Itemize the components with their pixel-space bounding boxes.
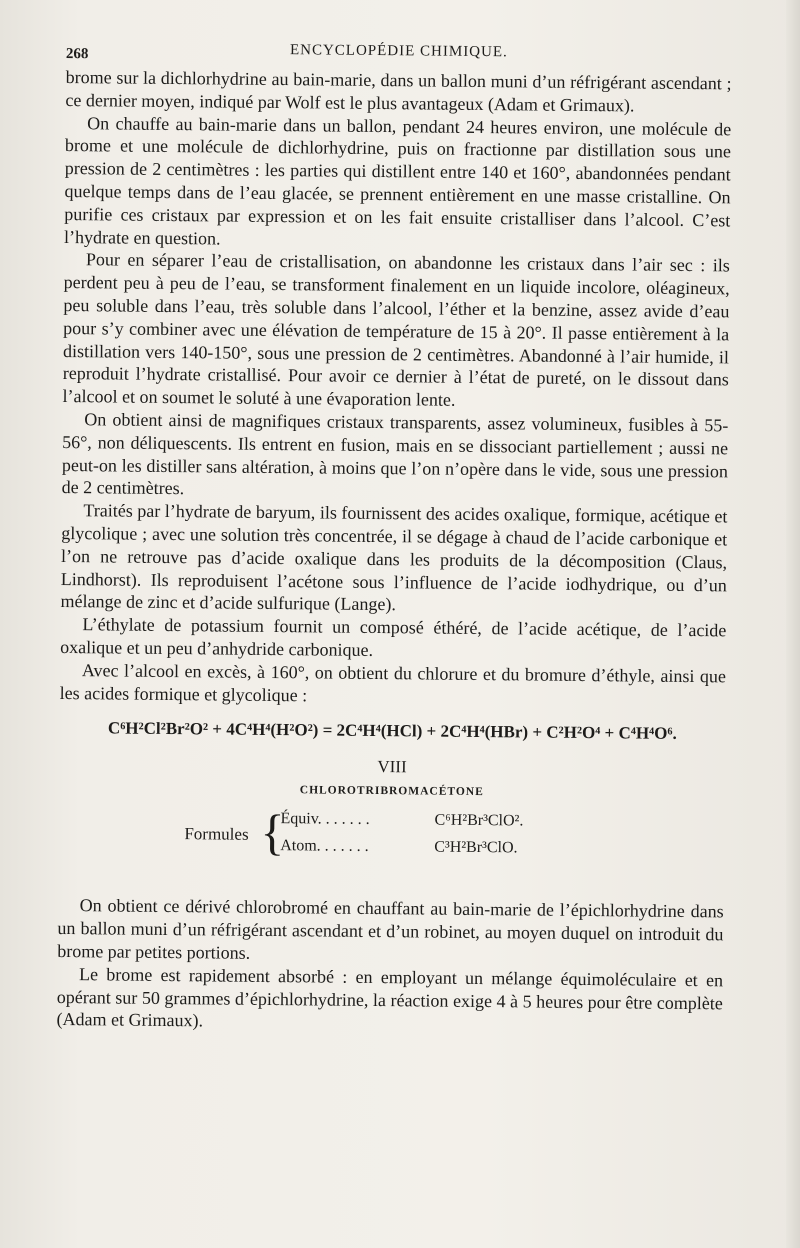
- reaction-equation: C⁶H²Cl²Br²O² + 4C⁴H⁴(H²O²) = 2C⁴H⁴(HCl) + 2C⁴H⁴(HBr) + C²H²O⁴ + C⁴H⁴O⁶.: [107, 718, 677, 744]
- formula-atom-row: [280, 837, 517, 857]
- paragraph-reaction-time: Le brome est rapidement absorbé : en employant un mélange équimoléculaire et en opérant sur 50 grammes d’épichlorhydrine, la réaction exige 4 à 5 heures pour être complète (Adam et Grimaux).: [56, 963, 724, 1031]
- section-number: VIII: [377, 757, 407, 777]
- paragraph-crystals: On obtient ainsi de magnifiques cristaux transparents, assez volumineux, fusibles à 55-56°, non déliquescents. Ils entrent en fusion, mais en se dissociant partiellement ; aussi ne peut-on les distiller sans altération, à moins que l’on n’opère dans le vide, sous une pression de 2 centimètres.: [61, 409, 729, 499]
- formula-atom-name: Atom. . . . . . .: [280, 837, 369, 856]
- running-head: ENCYCLOPÉDIE CHIMIQUE.: [289, 42, 508, 61]
- paragraph-dehydration: Pour en séparer l’eau de cristallisation, on abandonne les cristaux dans l’air sec : ils perdent peu à peu de l’eau, se transforment finalement en un liquide incolore, oléagineux, peu soluble dans l’eau, très soluble dans l’alcool, l’éther et la benzine, assez avide d’eau pour s’y combiner avec une élévation de température de 15 à 20°. Il passe entièrement à la distillation vers 140-150°, sous une pression de 2 centimètres. Abandonné à l’air humide, il reproduit l’hydrate cristallisé. Pour avoir ce dernier à l’état de pureté, on le dissout dans l’alcool et on soumet le soluté à une évaporation lente.: [62, 249, 730, 410]
- paragraph-preparation: On chauffe au bain-marie dans un ballon, pendant 24 heures environ, une molécule de brome et une molécule de dichlorhydrine, puis on fractionne par distillation sous une pression de 2 centimètres : les parties qui distillent entre 140 et 160°, abandonnées pendant quelque temps dans de l’eau glacée, se prennent entièrement en une masse cristalline. On purifie ces cristaux par expression et on les fait ensuite cristalliser dans l’alcool. C’est l’hydrate en question.: [64, 112, 732, 249]
- paragraph-ethylate: L’éthylate de potassium fournit un composé éthéré, de l’acide acétique, de l’acide oxalique et un peu d’anhydride carbonique.: [60, 614, 727, 660]
- formula-equiv-value: C⁶H²Br³ClO².: [434, 811, 524, 830]
- section-title: CHLOROTRIBROMACÉTONE: [299, 784, 484, 799]
- brace-icon: {: [260, 804, 285, 861]
- formula-equiv-row: [280, 810, 523, 830]
- formulas-block: [58, 804, 725, 872]
- paragraph-continuation: brome sur la dichlorhydrine au bain-marie, dans un ballon muni d’un réfrigérant ascendant ; ce dernier moyen, indiqué par Wolf est le plus avantageux (Adam et Grimaux).: [65, 66, 732, 116]
- paragraph-alcohol: Avec l’alcool en excès, à 160°, on obtient du chlorure et du bromure d’éthyle, ainsi que les acides formique et glycolique :: [59, 659, 727, 705]
- page-content: [56, 40, 731, 1037]
- paragraph-synthesis: On obtient ce dérivé chlorobromé en chauffant au bain-marie de l’épichlorhydrine dans un ballon muni d’un réfrigérant ascendant et d’un robinet, au moyen duquel on introduit du brome par petites portions.: [57, 895, 724, 963]
- formula-equiv-name: Équiv. . . . . . .: [280, 810, 370, 829]
- paragraph-baryum: Traités par l’hydrate de baryum, ils fournissent des acides oxalique, formique, acétique et glycolique ; avec une solution très concentrée, il se dégage à chaud de l’acide carbonique et l’on ne retrouve pas d’acide oxalique dans les produits de la décomposition (Claus, Lindhorst). Ils reproduisent l’acétone sous l’influence de l’acide iodhydrique, ou d’un mélange de zinc et d’acide sulfurique (Lange).: [60, 500, 728, 615]
- formula-atom-value: C³H²Br³ClO.: [434, 838, 518, 857]
- page-edge: [786, 0, 800, 1248]
- formulas-label: Formules: [184, 824, 249, 845]
- page-number: 268: [65, 45, 89, 63]
